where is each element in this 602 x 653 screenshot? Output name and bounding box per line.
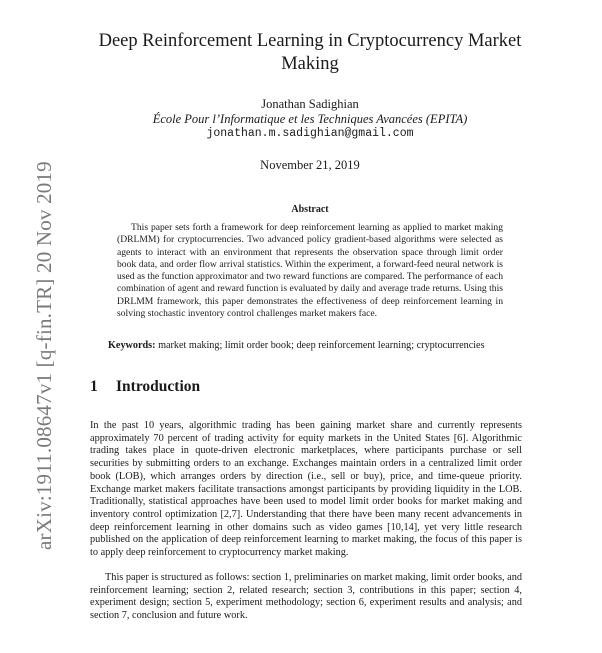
abstract-heading: Abstract <box>291 204 329 215</box>
author-email: jonathan.m.sadighian@gmail.com <box>206 127 414 140</box>
intro-paragraph-1: In the past 10 years, algorithmic trading has been gaining market share and currently represents approximately 70 percent of trading activity for equity markets in the United States [6]. Algorithmic trading takes place in quote-driven electronic marketplaces, where participants purchase or sell securities by submitting orders to an exchange. Exchanges maintain orders in a centralized limit order book (LOB), which arranges orders by direction (i.e., sell or buy), price, and time-queue priority. Exchange market makers facilitate transactions amongst participants by providing liquidity in the LOB. Traditionally, statistical approaches have been used to model limit order books for market making and inventory control optimization [2,7]. Understanding that there have been many recent advancements in deep reinforcement learning in other domains such as video games [10,14], yet very little research published on the application of deep reinforcement learning to market making, the focus of this paper is to apply deep reinforcement to cryptocurrency market making. <box>90 420 522 559</box>
section-heading <box>90 378 200 396</box>
author-name: Jonathan Sadighian <box>261 97 359 111</box>
keywords-line <box>108 340 518 351</box>
intro-paragraph-2: This paper is structured as follows: section 1, preliminaries on market making, limit order books, and reinforcement learning; section 2, related research; section 3, contributions in this paper; section 4, experiment design; section 5, experiment methodology; section 6, experiment results and analysis; and section 7, conclusion and future work. <box>90 572 522 622</box>
keywords-label: Keywords: <box>108 340 156 351</box>
keywords-text: market making; limit order book; deep reinforcement learning; cryptocurrencies <box>158 340 485 351</box>
author-affiliation: École Pour l’Informatique et les Techniques Avancées (EPITA) <box>152 112 468 126</box>
abstract-body: This paper sets forth a framework for deep reinforcement learning as applied to market making (DRLMM) for cryptocurrencies. Two advanced policy gradient-based algorithms were selected as agents to interact with an environment that represents the observation space through limit order book data, and order flow arrival statistics. Within the experiment, a forward-feed neural network is used as the function approximator and two reward functions are compared. The performance of each combination of agent and reward function is evaluated by daily and average trade returns. Using this DRLMM framework, this paper demonstrates the effectiveness of deep reinforcement learning in solving stochastic inventory control challenges market makers face. <box>117 222 503 320</box>
section-number: 1 <box>90 378 98 395</box>
paper-date: November 21, 2019 <box>260 158 360 172</box>
paper-title: Deep Reinforcement Learning in Cryptocurrency Market Making <box>98 31 522 74</box>
section-title: Introduction <box>116 378 201 395</box>
arxiv-id: arXiv:1911.08647v1 [q-fin.TR] 20 Nov 2019 <box>32 161 56 550</box>
